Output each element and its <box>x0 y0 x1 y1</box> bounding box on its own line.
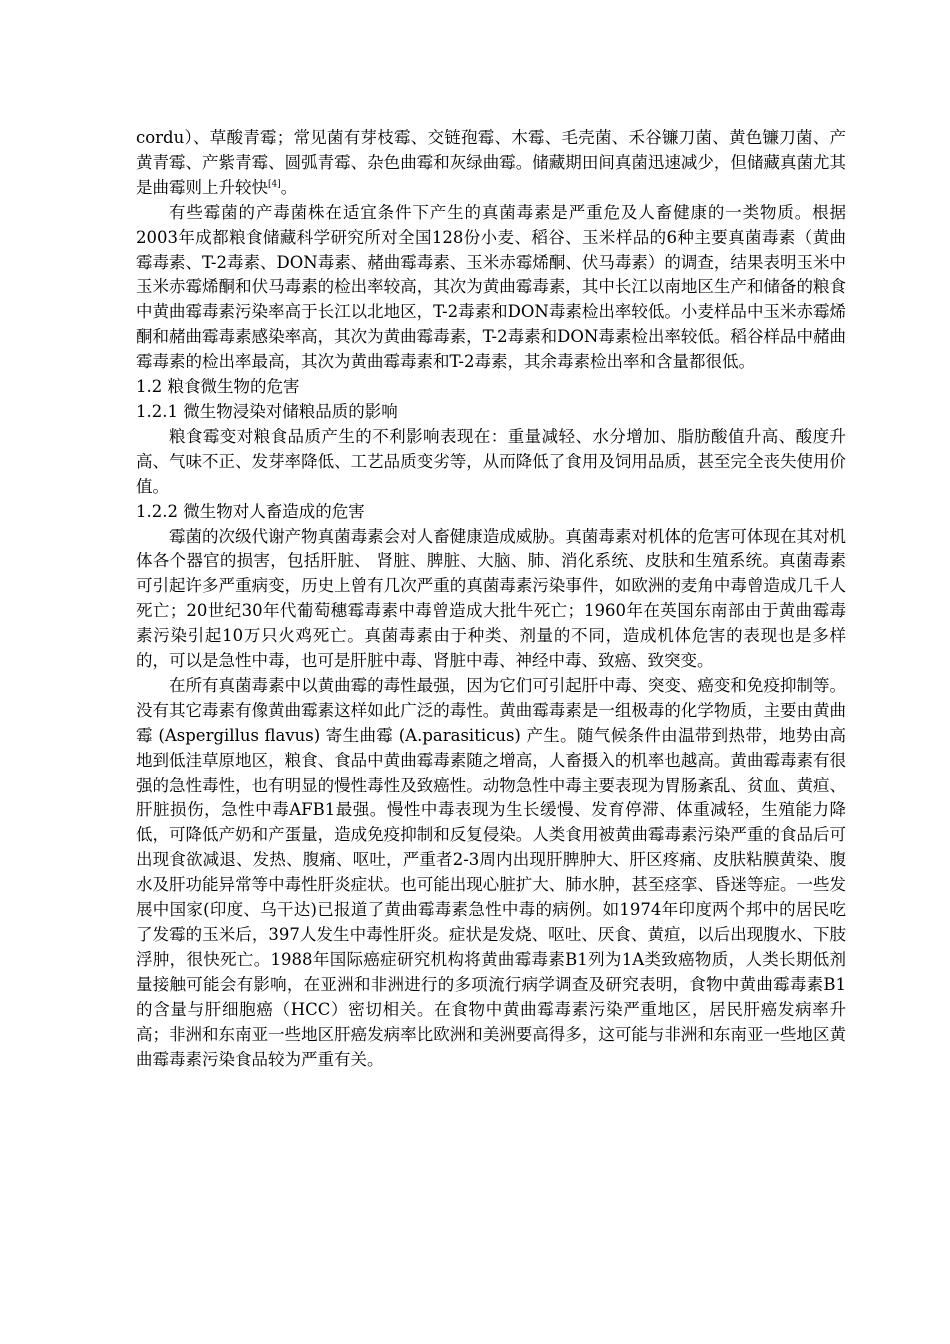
citation-ref: [4] <box>268 179 281 190</box>
section-heading-1-2: 1.2 粮食微生物的危害 <box>136 377 300 397</box>
paragraph-text: cordu）、草酸青霉；常见菌有芽枝霉、交链孢霉、木霉、毛壳菌、禾谷镰刀菌、黄色镰刀菌、产黄青霉、产紫青霉、圆弧青霉、杂色曲霉和灰绿曲霉。储藏期田间真菌迅速减少，但储藏真菌尤其是曲霉则上升较快 <box>136 128 846 197</box>
paragraph-aflatoxin: 在所有真菌毒素中以黄曲霉的毒性最强，因为它们可引起肝中毒、突变、癌变和免疫抑制等。没有其它毒素有像黄曲霉素这样如此广泛的毒性。黄曲霉毒素是一组极毒的化学物质，主要由黄曲霉 (Aspergillus flavus) 寄生曲霉 (A.parasiticus) 产生。随气候条件由温带到热带，地势由高地到低洼草原地区，粮食、食品中黄曲霉毒素随之增高，人畜摄入的机率也越高。黄曲霉毒素有很强的急性毒性，也有明显的慢性毒性及致癌性。动物急性中毒主要表现为胃肠紊乱、贫血、黄疸、肝脏损伤，急性中毒AFB1最强。慢性中毒表现为生长缓慢、发育停滞、体重减轻，生殖能力降低，可降低产奶和产蛋量，造成免疫抑制和反复侵染。人类食用被黄曲霉毒素污染严重的食品后可出现食欲减退、发热、腹痛、呕吐，严重者2-3周内出现肝脾肿大、肝区疼痛、皮肤粘膜黄染、腹水及肝功能异常等中毒性肝炎症状。也可能出现心脏扩大、肺水肿，甚至痉挛、昏迷等症。一些发展中国家(印度、乌干达)已报道了黄曲霉毒素急性中毒的病例。如1974年印度两个邦中的居民吃了发霉的玉米后，397人发生中毒性肝炎。症状是发烧、呕吐、厌食、黄疸，以后出现腹水、下肢浮肿，很快死亡。1988年国际癌症研究机构将黄曲霉毒素B1列为1A类致癌物质，人类长期低剂量接触可能会有影响，在亚洲和非洲进行的多项流行病学调查及研究表明，食物中黄曲霉毒素B1的含量与肝细胞癌（HCC）密切相关。在食物中黄曲霉毒素污染严重地区，居民肝癌发病率升高；非洲和东南亚一些地区肝癌发病率比欧洲和美洲要高得多，这可能与非洲和东南亚一些地区黄曲霉毒素污染食品较为严重有关。 <box>136 675 846 1069</box>
document-page <box>136 126 846 1072</box>
section-heading-1-2-2: 1.2.2 微生物对人畜造成的危害 <box>136 501 365 521</box>
paragraph-storage-fungi <box>136 126 846 201</box>
paragraph-mycotoxin-survey: 有些霉菌的产毒菌株在适宜条件下产生的真菌毒素是严重危及人畜健康的一类物质。根据2003年成都粮食储藏科学研究所对全国128份小麦、稻谷、玉米样品的6种主要真菌毒素（黄曲霉毒素、T-2毒素、DON毒素、赭曲霉毒素、玉米赤霉烯酮、伏马毒素）的调查，结果表明玉米中玉米赤霉烯酮和伏马毒素的检出率较高，其次为黄曲霉毒素，其中长江以南地区生产和储备的粮食中黄曲霉毒素污染率高于长江以北地区，T-2毒素和DON毒素检出率较低。小麦样品中玉米赤霉烯酮和赭曲霉毒素感染率高，其次为黄曲霉毒素，T-2毒素和DON毒素检出率较低。稻谷样品中赭曲霉毒素的检出率最高，其次为黄曲霉毒素和T-2毒素，其余毒素检出率和含量都很低。 <box>136 202 846 372</box>
section-heading-1-2-1: 1.2.1 微生物浸染对储粮品质的影响 <box>136 401 398 421</box>
paragraph-mycotoxin-hazards: 霉菌的次级代谢产物真菌毒素会对人畜健康造成威胁。真菌毒素对机体的危害可体现在其对机体各个器官的损害，包括肝脏、 肾脏、脾脏、大脑、肺、消化系统、皮肤和生殖系统。真菌毒素可引起许多严重病变，历史上曾有几次严重的真菌毒素污染事件，如欧洲的麦角中毒曾造成几千人死亡；20世纪30年代葡萄穗霉毒素中毒曾造成大批牛死亡；1960年在英国东南部由于黄曲霉毒素污染引起10万只火鸡死亡。真菌毒素由于种类、剂量的不同，造成机体危害的表现也是多样的，可以是急性中毒，也可是肝脏中毒、肾脏中毒、神经中毒、致癌、致突变。 <box>136 526 846 671</box>
paragraph-end: 。 <box>280 177 298 197</box>
paragraph-grain-quality: 粮食霉变对粮食品质产生的不利影响表现在：重量减轻、水分增加、脂肪酸值升高、酸度升高、气味不正、发芽率降低、工艺品质变劣等，从而降低了食用及饲用品质，甚至完全丧失使用价值。 <box>136 426 846 496</box>
